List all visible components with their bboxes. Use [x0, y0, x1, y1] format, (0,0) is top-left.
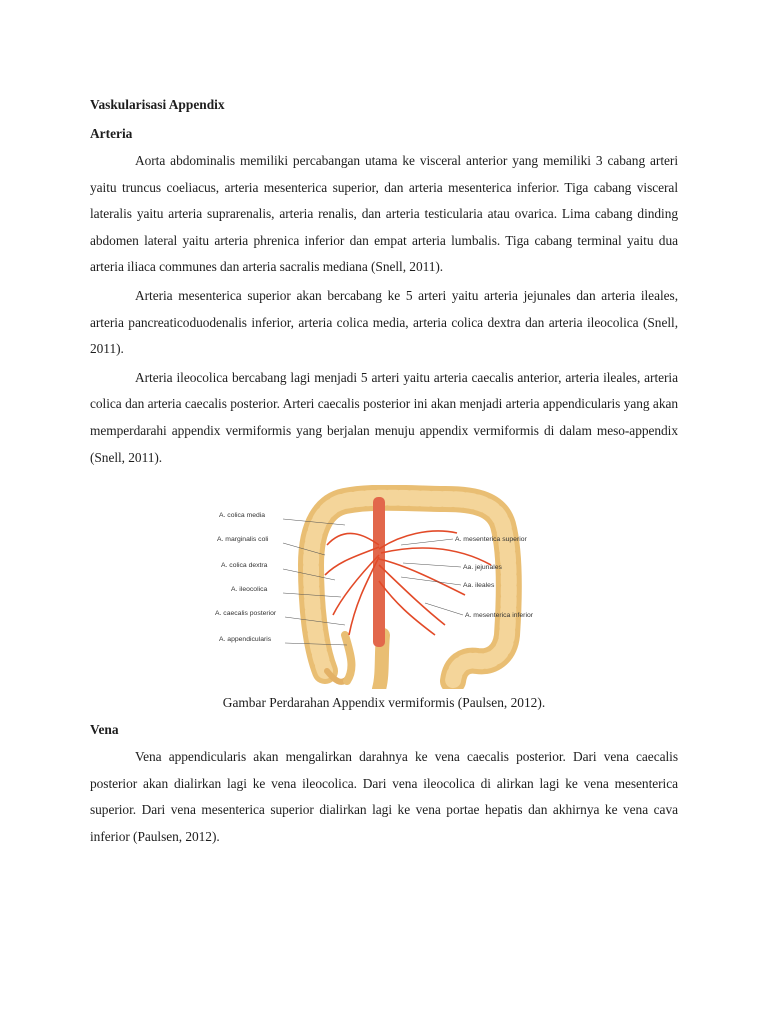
colon-vascular-illustration [215, 485, 555, 689]
section-heading-vena: Vena [90, 722, 119, 738]
label-jejunales: Aa. jejunales [463, 564, 502, 572]
label-colica-dextra: A. colica dextra [221, 562, 268, 570]
label-marginalis-coli: A. marginalis coli [217, 536, 269, 544]
label-mesenterica-superior: A. mesenterica superior [455, 536, 527, 544]
paragraph-arteria-1: Aorta abdominalis memiliki percabangan utama ke visceral anterior yang memiliki 3 cabang arteri yaitu truncus coeliacus, arteria mesenterica superior, dan arteria mesenterica inferior. Tiga cabang visceral lateralis yaitu arteria suprarenalis, arteria renalis, dan arteria testicularia atau ovarica. Lima cabang dinding abdomen lateral yaitu arteria phrenica inferior dan empat arteria lumbalis. Tiga cabang terminal yaitu dua arteria iliaca communes dan arteria sacralis mediana (Snell, 2011). [90, 153, 678, 275]
figure-caption: Gambar Perdarahan Appendix vermiformis (Paulsen, 2012). [222, 695, 546, 711]
section-heading-arteria: Arteria [90, 126, 133, 141]
label-caecalis-posterior: A. caecalis posterior [215, 610, 277, 618]
anatomy-figure [90, 485, 678, 689]
paragraph-arteria-3: Arteria ileocolica bercabang lagi menjadi 5 arteri yaitu arteria caecalis anterior, arteria ileales, arteria colica dan arteria caecalis posterior. Arteri caecalis posterior ini akan menjadi arteria appendicularis yang akan memperdarahi appendix vermiformis yang berjalan menuju appendix vermiformis di dalam meso-appendix (Snell, 2011). [90, 369, 678, 465]
aorta-shape [373, 497, 385, 647]
paragraph-arteria-2: Arteria mesenterica superior akan bercabang ke 5 arteri yaitu arteria jejunales dan arteria ileales, arteria pancreaticoduodenalis inferior, arteria colica media, arteria colica dextra dan arteria ileocolica (Snell, 2011). [90, 287, 678, 357]
document-title: Vaskularisasi Appendix [90, 97, 225, 112]
document-body [90, 93, 678, 851]
paragraph-vena-1: Vena appendicularis akan mengalirkan darahnya ke vena caecalis posterior. Dari vena caecalis posterior akan dialirkan lagi ke vena ileocolica. Dari vena ileocolica di alirkan lagi ke vena mesenterica superior. Dari vena mesenterica superior dialirkan lagi ke vena portae hepatis dan akhirnya ke vena cava inferior (Paulsen, 2012). [90, 749, 678, 844]
label-ileales: Aa. ileales [463, 582, 495, 590]
label-colica-media: A. colica media [219, 512, 266, 520]
label-appendicularis: A. appendicularis [219, 636, 272, 644]
label-ileocolica: A. ileocolica [231, 586, 268, 594]
label-mesenterica-inferior: A. mesenterica inferior [465, 612, 533, 620]
